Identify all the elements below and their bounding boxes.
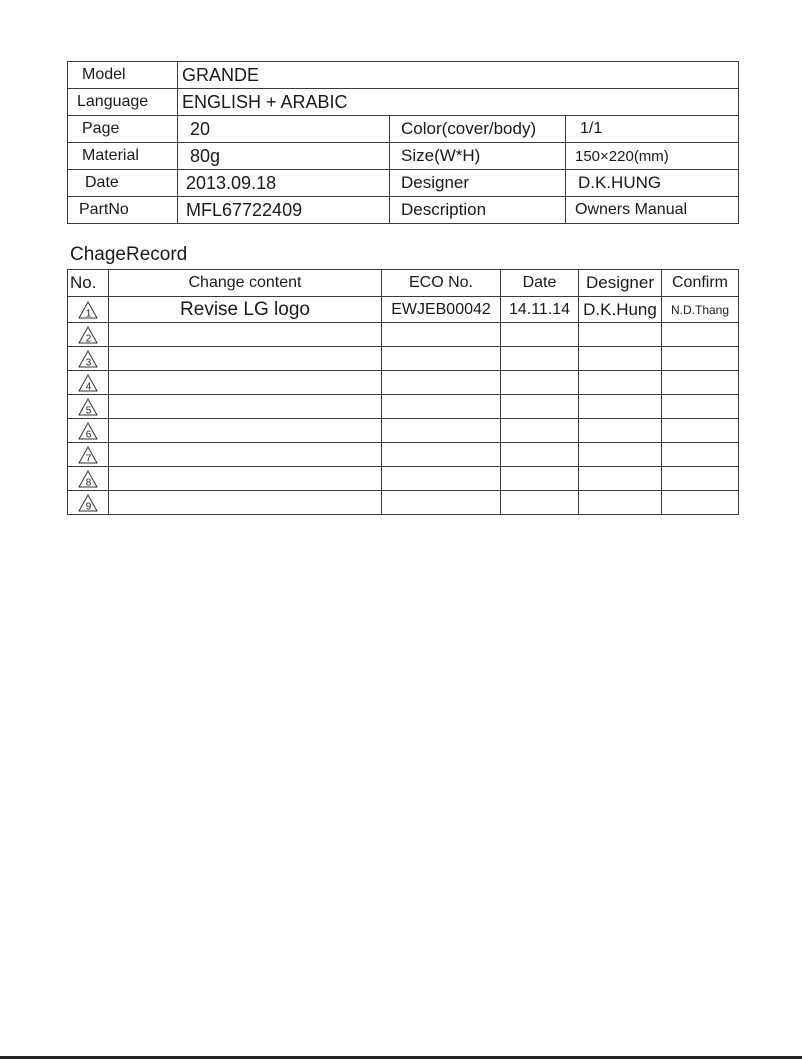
revision-triangle-icon	[78, 422, 98, 440]
revision-number-cell	[68, 443, 109, 467]
change-record-row	[68, 419, 739, 443]
change-content-cell	[109, 371, 382, 395]
page-value: 20	[178, 116, 390, 143]
designer-cell	[579, 371, 662, 395]
svg-text:7: 7	[85, 453, 92, 464]
language-value: ENGLISH + ARABIC	[178, 89, 739, 116]
spec-row-model	[68, 62, 739, 89]
svg-text:5: 5	[85, 405, 92, 416]
revision-number-cell	[68, 419, 109, 443]
spec-row-language	[68, 89, 739, 116]
date-cell	[501, 419, 579, 443]
revision-triangle-icon	[78, 326, 98, 344]
change-content-cell: Revise LG logo	[109, 297, 382, 323]
header-confirm: Confirm	[662, 270, 739, 297]
header-eco-no: ECO No.	[382, 270, 501, 297]
change-record-row	[68, 347, 739, 371]
page-label: Page	[68, 116, 178, 143]
eco-number-cell: EWJEB00042	[382, 297, 501, 323]
change-content-cell	[109, 467, 382, 491]
header-change-content: Change content	[109, 270, 382, 297]
material-label: Material	[68, 143, 178, 170]
description-value: Owners Manual	[566, 197, 739, 224]
change-record-row	[68, 443, 739, 467]
svg-text:4: 4	[85, 381, 92, 392]
designer-label: Designer	[390, 170, 566, 197]
size-value: 150×220(mm)	[566, 143, 739, 170]
change-content-cell	[109, 395, 382, 419]
color-label: Color(cover/body)	[390, 116, 566, 143]
confirm-cell	[662, 395, 739, 419]
confirm-cell	[662, 443, 739, 467]
change-content-cell	[109, 323, 382, 347]
svg-text:3: 3	[85, 357, 92, 368]
size-label: Size(W*H)	[390, 143, 566, 170]
revision-triangle-icon	[78, 446, 98, 464]
date-cell	[501, 347, 579, 371]
designer-value: D.K.HUNG	[566, 170, 739, 197]
change-record-row	[68, 491, 739, 515]
confirm-cell: N.D.Thang	[662, 297, 739, 323]
model-label: Model	[68, 62, 178, 89]
designer-cell	[579, 467, 662, 491]
change-record-row	[68, 395, 739, 419]
change-record-header	[68, 270, 739, 297]
change-record-row	[68, 467, 739, 491]
date-label: Date	[68, 170, 178, 197]
revision-number-cell	[68, 297, 109, 323]
revision-triangle-icon	[78, 470, 98, 488]
date-cell	[501, 323, 579, 347]
designer-cell	[579, 323, 662, 347]
confirm-cell	[662, 371, 739, 395]
change-content-cell	[109, 443, 382, 467]
eco-number-cell	[382, 395, 501, 419]
change-record-title: ChageRecord	[70, 244, 188, 265]
eco-number-cell	[382, 347, 501, 371]
change-record-row	[68, 371, 739, 395]
confirm-cell	[662, 467, 739, 491]
svg-text:9: 9	[85, 501, 92, 512]
date-cell	[501, 491, 579, 515]
revision-number-cell	[68, 371, 109, 395]
change-record-row	[68, 323, 739, 347]
header-designer: Designer	[579, 270, 662, 297]
spec-table	[67, 61, 739, 224]
date-cell	[501, 443, 579, 467]
date-value: 2013.09.18	[178, 170, 390, 197]
svg-text:2: 2	[85, 333, 92, 344]
eco-number-cell	[382, 419, 501, 443]
confirm-cell	[662, 419, 739, 443]
revision-triangle-icon	[78, 301, 98, 319]
designer-cell: D.K.Hung	[579, 297, 662, 323]
change-record-table	[67, 269, 739, 515]
change-record-row	[68, 297, 739, 323]
revision-number-cell	[68, 395, 109, 419]
date-cell	[501, 371, 579, 395]
date-cell: 14.11.14	[501, 297, 579, 323]
designer-cell	[579, 491, 662, 515]
material-value: 80g	[178, 143, 390, 170]
eco-number-cell	[382, 443, 501, 467]
revision-triangle-icon	[78, 494, 98, 512]
designer-cell	[579, 419, 662, 443]
model-value: GRANDE	[178, 62, 739, 89]
designer-cell	[579, 443, 662, 467]
eco-number-cell	[382, 467, 501, 491]
svg-text:6: 6	[85, 429, 92, 440]
partno-value: MFL67722409	[178, 197, 390, 224]
spec-row-page	[68, 116, 739, 143]
date-cell	[501, 467, 579, 491]
language-label: Language	[68, 89, 178, 116]
revision-number-cell	[68, 347, 109, 371]
eco-number-cell	[382, 491, 501, 515]
designer-cell	[579, 395, 662, 419]
revision-number-cell	[68, 467, 109, 491]
confirm-cell	[662, 491, 739, 515]
revision-triangle-icon	[78, 374, 98, 392]
header-no: No.	[68, 270, 109, 297]
svg-text:8: 8	[85, 477, 92, 488]
change-content-cell	[109, 491, 382, 515]
revision-number-cell	[68, 491, 109, 515]
eco-number-cell	[382, 371, 501, 395]
date-cell	[501, 395, 579, 419]
change-content-cell	[109, 347, 382, 371]
confirm-cell	[662, 347, 739, 371]
designer-cell	[579, 347, 662, 371]
spec-row-partno	[68, 197, 739, 224]
partno-label: PartNo	[68, 197, 178, 224]
svg-text:1: 1	[85, 308, 92, 319]
spec-row-material	[68, 143, 739, 170]
color-value: 1/1	[566, 116, 739, 143]
description-label: Description	[390, 197, 566, 224]
revision-triangle-icon	[78, 398, 98, 416]
revision-number-cell	[68, 323, 109, 347]
spec-row-date	[68, 170, 739, 197]
confirm-cell	[662, 323, 739, 347]
revision-triangle-icon	[78, 350, 98, 368]
change-content-cell	[109, 419, 382, 443]
header-date: Date	[501, 270, 579, 297]
eco-number-cell	[382, 323, 501, 347]
